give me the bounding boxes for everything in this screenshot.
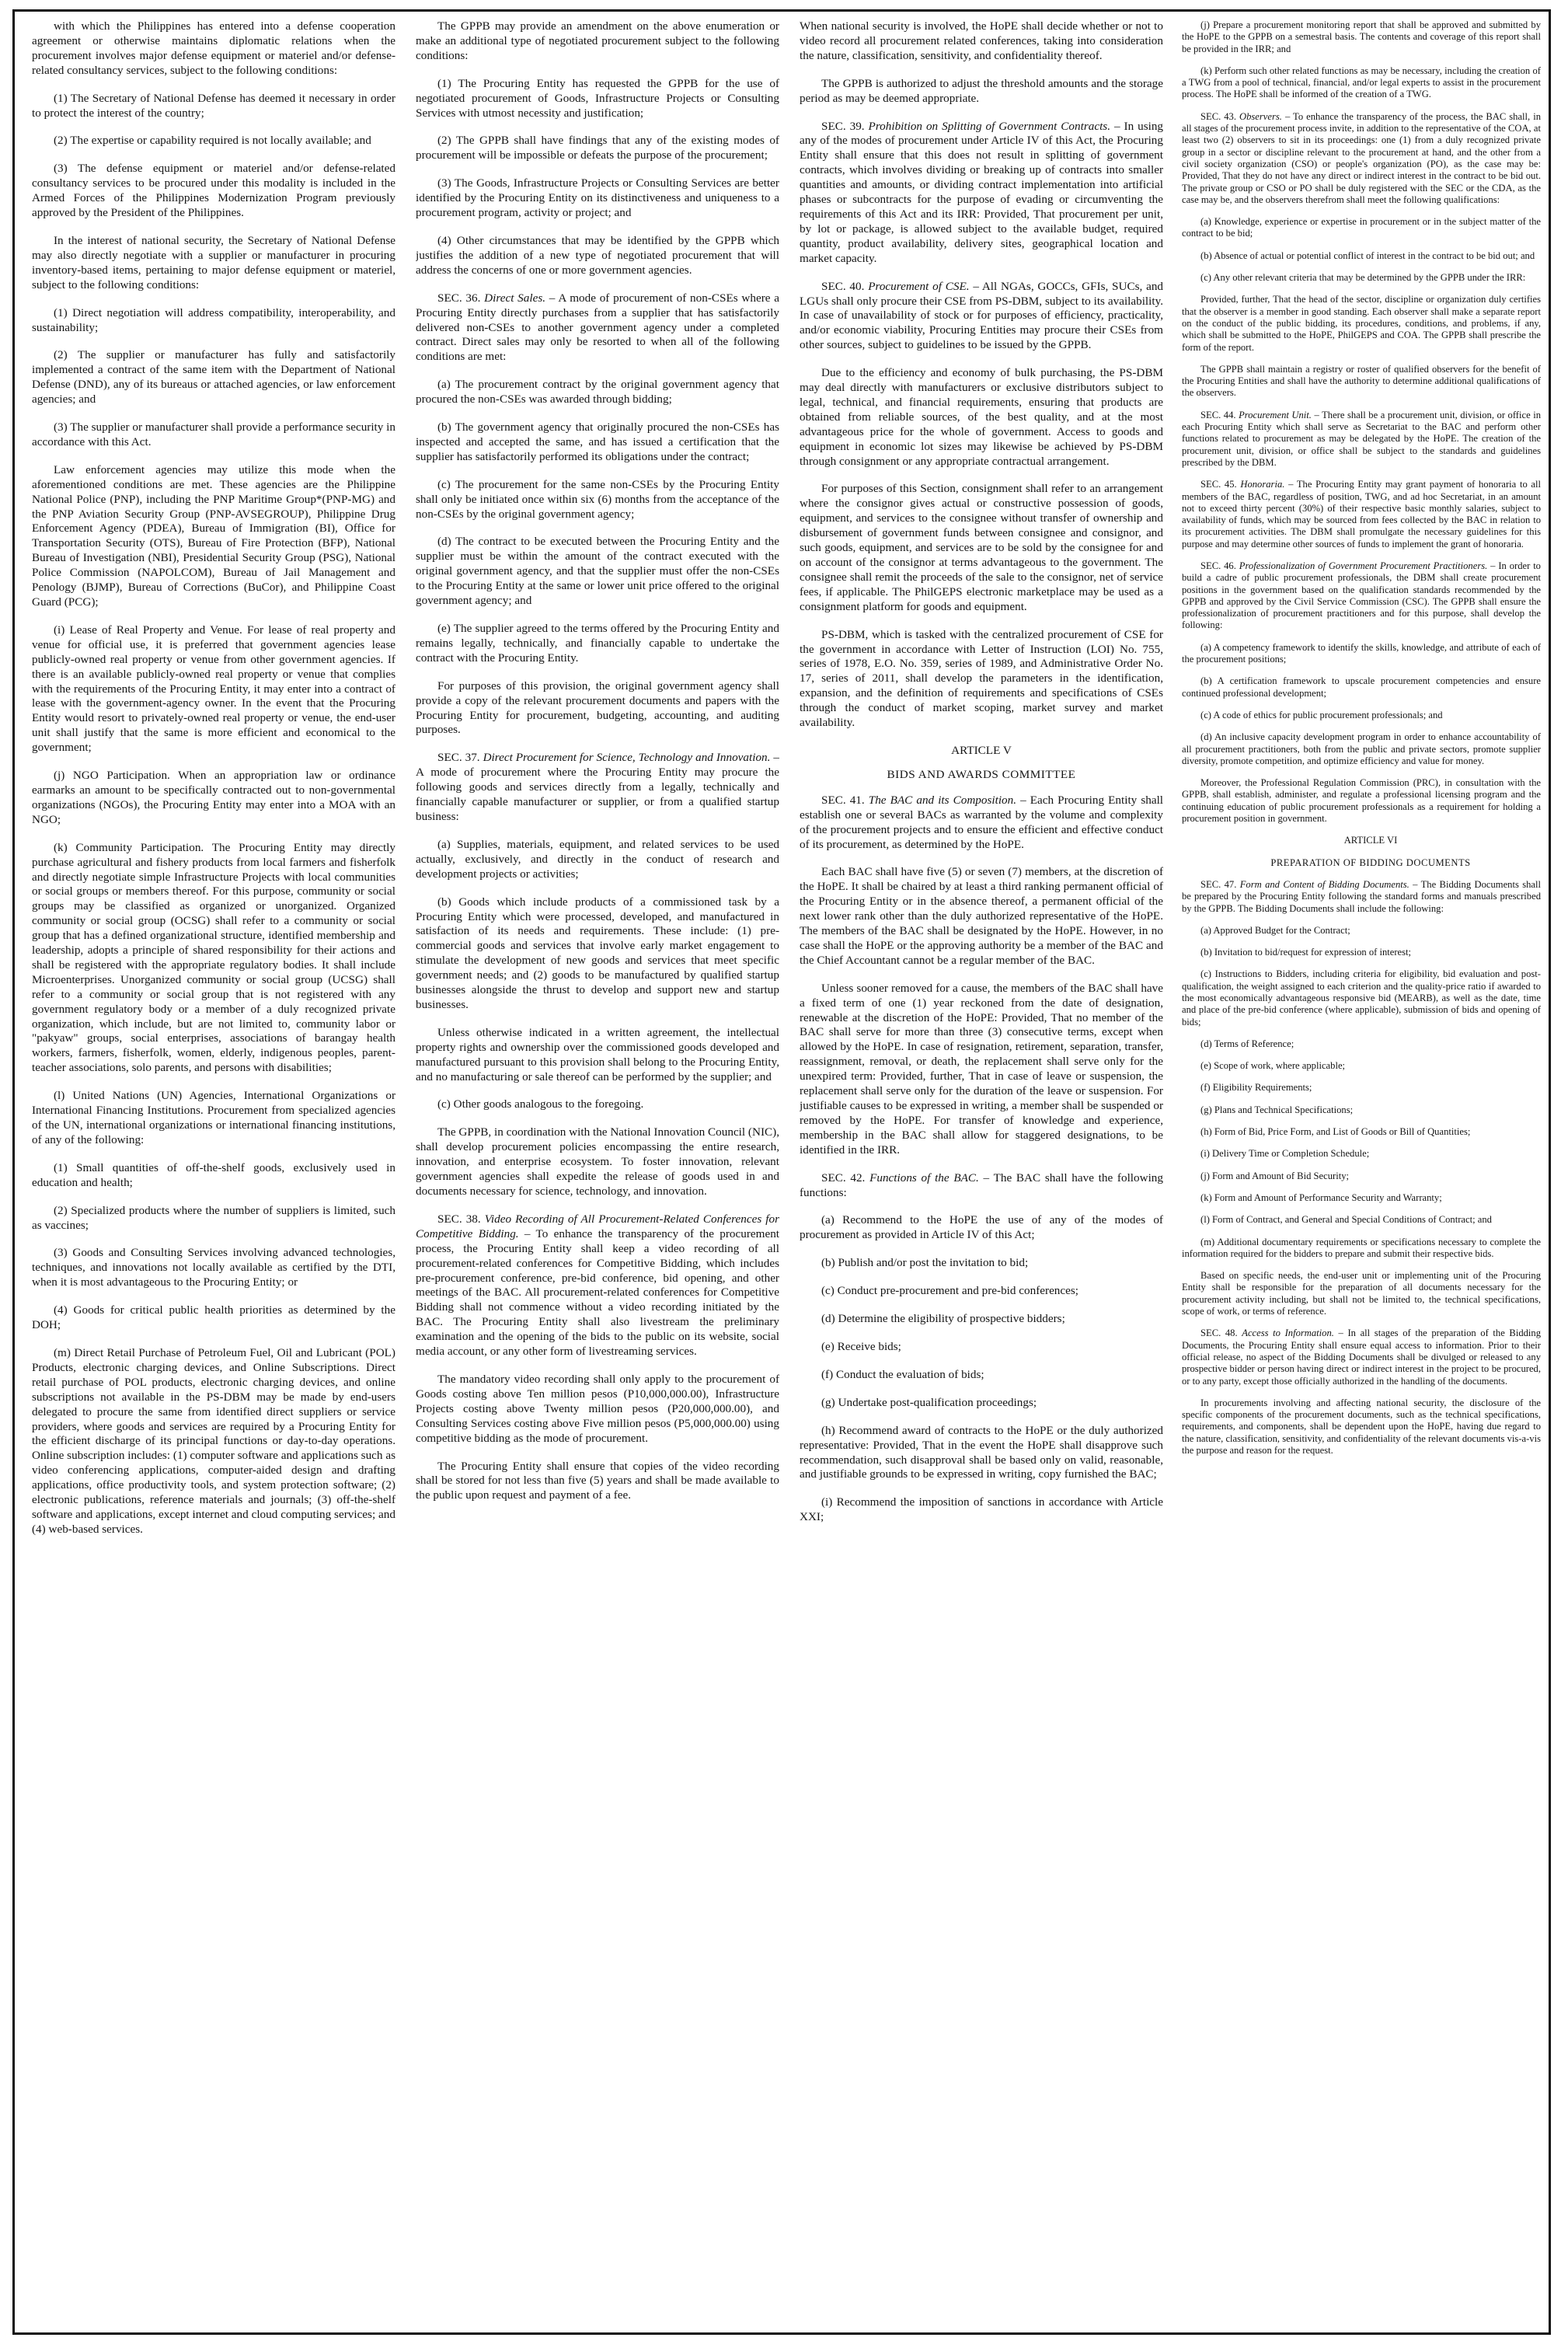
paragraph: Law enforcement agencies may utilize this mode when the aforementioned conditions are met. These agencies are the Philippine National Police (PNP), including the PNP Maritime Group*(PNP-MG) and the PNP Aviation Security Group (PNP-AVSEGROUP), Philippine Drug Enforcement Agency (PDEA), Bureau of Immigration (BI), Office for Transportation Security (OTS), Bureau of Fire Protection (BFP), National Bureau of Investigation (NBI), Presidential Security Group (PSG), National Police Commission (NAPOLCOM), Bureau of Jail Management and Penology (BJMP), Bureau of Corrections (BuCor), and Philippine Coast Guard (PCG); [32,462,395,609]
paragraph: (b) Goods which include products of a commissioned task by a Procuring Entity which were processed, developed, and manufactured in satisfaction of its needs and requirements. These include: (1) pre-commercial goods and services that involve early market engagement to stimulate the development of new goods and services that meet specific government needs; and (2) goods to be manufactured by qualified startup businesses alongside the thrust to develop and support new and startup businesses. [416,895,779,1011]
article-title: PREPARATION OF BIDDING DOCUMENTS [1270,857,1471,868]
paragraph: The GPPB shall maintain a registry or roster of qualified observers for the benefit of the Procuring Entities and shall have the authority to determine additional qualifications of the observers. [1182,363,1541,399]
paragraph: (4) Goods for critical public health priorities as determined by the DOH; [32,1303,395,1332]
section-title: Direct Procurement for Science, Technology and Innovation. [483,751,771,765]
paragraph: (h) Recommend award of contracts to the HoPE or the duly authorized representative: Provided, That in the event the HoPE shall disapprove such recommendation, such disapproval shall be based only on valid, reasonable, and justifiable grounds to be expressed in writing, copy furnished the BAC; [800,1423,1163,1481]
section-body: – There shall be a procurement unit, division, or office in each Procuring Entity which shall serve as Secretariat to the BAC and perform other functions related to procurement as may be delegated by the HoPE. The creation of the procurement unit, division, or office shall be subject to the standards and guidelines prescribed by the DBM. [1182,409,1541,468]
paragraph: (i) Lease of Real Property and Venue. For lease of real property and venue for official use, it is preferred that government agencies lease publicly-owned real property or venue from other government agencies. If there is an available publicly-owned real property or venue that complies with the requirements of the Procuring Entity, it may enter into a contract of lease with the government-agency owner. In the event that the Procuring Entity would resort to privately-owned real property or venue, the end-user unit shall justify that the same is more efficient and economical to the government; [32,623,395,755]
section-paragraph [416,1212,779,1359]
paragraph: (d) The contract to be executed between the Procuring Entity and the supplier must be within the amount of the contract executed with the original government agency, and that the supplier must offer the non-CSEs to the Procuring Entity at the same or lower unit price offered to the original government agency; and [416,535,779,608]
paragraph: For purposes of this Section, consignment shall refer to an arrangement where the consignor gives actual or constructive possession of goods, equipment, and services to the consignee without transfer of ownership and disbursement of government funds between consignee and consignor, and such goods, equipment, and services are to be sold by the consignee for and on account of the consignor at terms advantageous to the government. The consignee shall remit the proceeds of the sale to the consignor, net of service fees, if applicable. The PhilGEPS electronic marketplace may be used as a consignment platform for goods and equipment. [800,482,1163,613]
column-2 [416,19,779,2320]
section-body: – The Procuring Entity may grant payment of honoraria to all members of the BAC, regardless of position, TWG, and ad hoc Secretariat, in an amount not to exceed thirty percent (30%) of their respective basic monthly salaries, subject to availability of funds, which may be sourced from fees collected by the BAC in relation to its procurement activities. The DBM shall promulgate the necessary guidelines for this purpose and may determine other sources of funds to implement the grant of honoraria. [1182,479,1541,549]
paragraph: (e) Receive bids; [821,1339,901,1353]
paragraph: (l) United Nations (UN) Agencies, International Organizations or International Financing Institutions. Procurement from specialized agencies of the UN, international organizations or international financing institutions, of any of the following: [32,1089,395,1146]
section-body: – To enhance the transparency of the procurement process, the Procuring Entity shall keep a video recording of all procurement-related conferences for Competitive Bidding, which includes pre-procurement conference, pre-bid conference, bid opening, and other meetings of the BAC. All procurement-related conferences for Competitive Bidding shall not commence without a video recording initiated by the BAC. The Procuring Entity shall also livestream the preliminary examination and the opening of the bids to the public on its website, social media account, or any other form of livestreaming services. [416,1226,779,1359]
section-number: SEC. 41. [821,793,865,807]
column-4 [1182,19,1541,2320]
paragraph: (d) Terms of Reference; [1200,1038,1294,1049]
paragraph: (3) The Goods, Infrastructure Projects or Consulting Services are better identified by the Procuring Entity on its distinctiveness and uniqueness to a procurement program, activity or project; and [416,176,779,220]
paragraph: (e) Scope of work, where applicable; [1200,1060,1346,1072]
paragraph: (d) An inclusive capacity development program in order to enhance accountability of all procurement practitioners, both from the public and private sectors, promote supplier diversity, promote competition, and optimize efficiency and value for money. [1182,731,1541,766]
section-number: SEC. 48. [1200,1328,1238,1339]
paragraph: (2) The expertise or capability required is not locally available; and [54,134,371,148]
paragraph: (g) Undertake post-qualification proceedings; [821,1395,1037,1409]
paragraph: Unless otherwise indicated in a written agreement, the intellectual property rights and ownership over the commissioned goods developed and manufactured pursuant to this provision shall belong to the Procuring Entity, and no manufacturing or sale thereof can be performed by the supplier; and [416,1025,779,1083]
section-number: SEC. 37. [437,751,480,765]
paragraph: PS-DBM, which is tasked with the centralized procurement of CSE for the government in accordance with Letter of Instruction (LOI) No. 755, series of 1978, E.O. No. 359, series of 1989, and Administrative Order No. 17, series of 2011, shall develop the parameters in the identification, expansion, and the definition of requirements and specifications of CSEs through the conduct of market scoping, market survey and market availability. [800,627,1163,730]
section-paragraph [800,280,1163,354]
document-page [12,9,1551,2335]
section-title: Form and Content of Bidding Documents. [1239,878,1409,890]
paragraph: Based on specific needs, the end-user unit or implementing unit of the Procuring Entity shall be responsible for the preparation of all documents necessary for the procurement activity including, but shall not be limited to, the technical specifications, scope of work, or terms of reference. [1182,1270,1541,1317]
section-paragraph [800,1171,1163,1201]
section-paragraph [1182,1328,1541,1387]
paragraph: (k) Community Participation. The Procuring Entity may directly purchase agricultural and fishery products from local farmers and fisherfolk and directly negotiate simple Infrastructure Projects with local communities or social groups or members thereof. For this purpose, community or social groups may be classified as organized or unorganized. Organized community or social group (OCSG) shall refer to a community or social group that has a defined organizational structure, identified membership and leadership, adopts a principle of shared responsibility for their actions and shall be registered with the appropriate regulatory bodies. It shall include Microenterprises. Unorganized community or social group (UCSG) shall refer to a community or social group that is not registered with any government regulatory body or a member of a duly recognized private organization, which include, but are not limited to, community labor or "pakyaw" groups, social enterprises, associations of barangay health workers, farmers, fisherfolk, women, elderly, indigenous peoples, parent-teacher associations, solo parents, and persons with disabilities; [32,840,395,1075]
paragraph: (j) Form and Amount of Bid Security; [1200,1170,1349,1181]
section-number: SEC. 45. [1200,479,1237,490]
section-body: – In using any of the modes of procurement under Article IV of this Act, the Procuring Entity shall ensure that this does not result in splitting of government contracts, which involves dividing or breaking up of contracts into smaller quantities and amounts, or dividing contract implementation into artificial phases or subcontracts for the purpose of evading or circumventing the requirements of this Act and its IRR: Provided, That procurement per unit, by lot or package, is allowed subject to the available budget, required quantity, product availability, delivery sites, geographical location and market capacity. [800,119,1163,265]
section-body: – A mode of procurement of non-CSEs where a Procuring Entity directly purchases from a supplier that has satisfactorily delivered non-CSEs to another government agency under a completed contract. Direct sales may only be resorted to when all of the following conditions are met: [416,291,779,364]
paragraph: (a) Knowledge, experience or expertise in procurement or in the subject matter of the contract to be bid; [1182,216,1541,239]
section-number: SEC. 38. [437,1212,481,1226]
paragraph: (3) The defense equipment or materiel and/or defense-related consultancy services to be procured under this modality is included in the Armed Forces of the Philippines Modernization Program previously approved by the President of the Philippines. [32,162,395,220]
paragraph: (a) The procurement contract by the original government agency that procured the non-CSEs was awarded through bidding; [416,378,779,406]
section-body: – In order to build a cadre of public procurement professionals, the DBM shall create procurement positions in the government based on the qualification standards recommended by the GPPB and approved by the Civil Service Commission (CSC). The GPPB shall ensure the professionalization of procurement practitioners and for this purpose, shall develop the following: [1182,560,1541,631]
paragraph: The mandatory video recording shall only apply to the procurement of Goods costing above Ten million pesos (P10,000,000.00), Infrastructure Projects costing above Twenty million pesos (P20,000,000.00), and Consulting Services costing above Five million pesos (P5,000,000.00) using competitive bidding as the mode of procurement. [416,1372,779,1445]
paragraph: (k) Perform such other related functions as may be necessary, including the creation of a TWG from a pool of technical, financial, and/or legal experts to assist in the procurement process. The HoPE shall be informed of the creation of a TWG. [1182,65,1541,100]
paragraph: (4) Other circumstances that may be identified by the GPPB which justifies the addition of a new type of negotiated procurement that will address the concerns of one or more government agencies. [416,233,779,277]
section-number: SEC. 43. [1200,110,1236,122]
paragraph: (1) The Procuring Entity has requested the GPPB for the use of negotiated procurement of Goods, Infrastructure Projects or Consulting Services with utmost necessity and justification; [416,76,779,120]
paragraph: (1) The Secretary of National Defense has deemed it necessary in order to protect the interest of the country; [32,91,395,120]
paragraph: (2) The supplier or manufacturer has fully and satisfactorily implemented a contract of the same item with the Department of National Defense (DND), any of its bureaus or attached agencies, or law enforcement agencies; and [32,348,395,406]
section-body: – To enhance the transparency of the process, the BAC shall, in all stages of the procurement process invite, in addition to the representative of the COA, at least two (2) observers to sit in its proceedings: one (1) from a duly recognized private group in a sector or discipline relevant to the procurement at hand, and the other from a civil society organization (CSO) or people's organization (PO), as the case may be: Provided, That they do not have any direct or indirect interest in the contract to be bid out. The private group or CSO or PO shall be duly registered with the SEC or the CDA, as the case may be, and the observers therefrom shall meet the following qualifications: [1182,110,1541,205]
paragraph: Each BAC shall have five (5) or seven (7) members, at the discretion of the HoPE. It shall be chaired by at least a third ranking permanent official of the Procuring Entity or in the absence thereof, a permanent official of the next lower rank other than the duly authorized representative of the HoPE. The members of the BAC shall be designated by the HoPE. However, in no case shall the HoPE or the approving authority be a member of the BAC and the Chief Accountant cannot be a regular member of the BAC. [800,865,1163,967]
paragraph: (f) Eligibility Requirements; [1200,1082,1312,1094]
paragraph: (e) The supplier agreed to the terms offered by the Procuring Entity and remains legally, technically, and financially capable to undertake the contract with the Procuring Entity. [416,622,779,665]
paragraph: For purposes of this provision, the original government agency shall provide a copy of the relevant procurement documents and papers with the Procuring Entity for procurement, budgeting, accounting, and auditing purposes. [416,679,779,737]
section-title: Access to Information. [1242,1328,1334,1339]
paragraph: (1) Direct negotiation will address compatibility, interoperability, and sustainability; [32,305,395,334]
paragraph: (2) Specialized products where the number of suppliers is limited, such as vaccines; [32,1203,395,1232]
article-heading: ARTICLE VI [1343,835,1398,846]
paragraph: (c) Any other relevant criteria that may be determined by the GPPB under the IRR: [1200,272,1526,284]
paragraph: (3) Goods and Consulting Services involving advanced technologies, techniques, and innovations not locally available as certified by the DTI, when it is most advantageous to the Procuring Entity; or [32,1246,395,1289]
paragraph: (k) Form and Amount of Performance Security and Warranty; [1200,1191,1442,1203]
paragraph: In the interest of national security, the Secretary of National Defense may also directly negotiate with a supplier or manufacturer in procuring inventory-based items, pertaining to major defense equipment or materiel, subject to the following conditions: [32,233,395,291]
section-number: SEC. 44. [1200,409,1236,420]
section-number: SEC. 42. [821,1171,866,1184]
section-paragraph [1182,410,1541,469]
section-number: SEC. 47. [1200,878,1237,890]
paragraph: with which the Philippines has entered into a defense cooperation agreement or otherwise maintains diplomatic relations when the procurement involves major defense equipment or materiel and/or defense-related consultancy services, subject to the following conditions: [32,19,395,77]
paragraph: (f) Conduct the evaluation of bids; [821,1367,984,1381]
paragraph: The GPPB may provide an amendment on the above enumeration or make an additional type of negotiated procurement subject to the following conditions: [416,19,779,62]
paragraph: (3) The supplier or manufacturer shall provide a performance security in accordance with this Act. [32,420,395,448]
section-paragraph [416,751,779,825]
section-body: – The Bidding Documents shall be prepared by the Procuring Entity following the standard forms and manuals prescribed by the GPPB. The Bidding Documents shall include the following: [1182,878,1541,914]
section-body: – A mode of procurement where the Procuring Entity may procure the following goods and services directly from a legally, technically and financially capable manufacturer or supplier, or from a qualified startup business: [416,751,779,823]
paragraph: (c) The procurement for the same non-CSEs by the Procuring Entity shall only be initiated once within six (6) months from the acceptance of the non-CSEs by the original government agency; [416,477,779,521]
paragraph: (c) Other goods analogous to the foregoing. [437,1097,644,1111]
paragraph-continued: When national security is involved, the HoPE shall decide whether or not to video record all procurement related conferences, taking into consideration the nature, classification, sensitivity, and confidentiality thereof. [800,19,1163,62]
paragraph: (a) Recommend to the HoPE the use of any of the modes of procurement as provided in Article IV of this Act; [800,1213,1163,1242]
section-title: Professionalization of Government Procurement Practitioners. [1239,560,1488,571]
paragraph: The Procuring Entity shall ensure that copies of the video recording shall be stored for not less than five (5) years and shall be made available to the public upon request and payment of a fee. [416,1459,779,1502]
section-title: Prohibition on Splitting of Government Contracts. [868,119,1111,133]
paragraph: (l) Form of Contract, and General and Special Conditions of Contract; and [1200,1214,1492,1226]
section-title: Direct Sales. [484,291,546,305]
paragraph: (b) The government agency that originally procured the non-CSEs has inspected and accepted the same, and has issued a certification that the supplier has satisfactorily performed its obligations under the contract; [416,420,779,463]
section-paragraph [800,794,1163,853]
section-body: – In all stages of the preparation of the Bidding Documents, the Procuring Entity shall ensure equal access to information. Prior to their official release, no aspect of the Bidding Documents shall be divulged or released to any prospective bidder or person having direct or indirect interest in the project to be procured, or to any party, except those officially authorized in the handling of the documents. [1182,1328,1541,1387]
paragraph: (i) Recommend the imposition of sanctions in accordance with Article XXI; [800,1495,1163,1524]
section-number: SEC. 36. [437,291,481,305]
section-body: – Each Procuring Entity shall establish one or several BACs as warranted by the volume and complexity of the procurement projects and to ensure the efficient and effective conduct of its procurement, as determined by the HoPE. [800,793,1163,851]
section-title: Honoraria. [1240,479,1285,490]
paragraph: (b) A certification framework to upscale procurement competencies and ensure continued professional development; [1182,675,1541,699]
section-title: Observers. [1239,110,1282,122]
article-heading: ARTICLE V [951,743,1012,757]
paragraph: (m) Direct Retail Purchase of Petroleum Fuel, Oil and Lubricant (POL) Products, electronic charging devices, and Online Subscriptions. Direct retail purchase of POL products, electronic charging devices, and online subscriptions not available in the PS-DBM may be made by end-users delegated to procure the same from identified direct suppliers or service providers, where goods and services are required by a Procuring Entity for the efficient discharge of its principal functions or day-to-day operations. Online subscription includes: (1) computer software and applications such as video conferencing applications, computer-aided design and drafting applications, office productivity tools, and system protection software; (2) electronic publications, reference materials and journals; (3) off-the-shelf software and applications, except internet and cloud computing services; and (4) web-based services. [32,1345,395,1536]
section-title: Functions of the BAC. [869,1171,979,1184]
section-paragraph [1182,560,1541,632]
paragraph: (h) Form of Bid, Price Form, and List of Goods or Bill of Quantities; [1200,1126,1471,1138]
column-1 [32,19,395,2320]
paragraph: (j) NGO Participation. When an appropriation law or ordinance earmarks an amount to be specifically contracted out to non-governmental organizations (NGOs), the Procuring Entity may enter into a MOA with an NGO; [32,769,395,826]
paragraph: (1) Small quantities of off-the-shelf goods, exclusively used in education and health; [32,1160,395,1189]
paragraph: (2) The GPPB shall have findings that any of the existing modes of procurement will be impossible or defeats the purpose of the procurement; [416,134,779,162]
paragraph: Unless sooner removed for a cause, the members of the BAC shall have a fixed term of one (1) year reckoned from the date of designation, renewable at the discretion of the HoPE: Provided, That no member of the BAC shall serve for more than three (3) consecutive terms, except when allowed by the HoPE. In case of resignation, retirement, separation, transfer, reassignment, removal, or death, the replacement shall serve only for the unexpired term: Provided, further, That in case of leave or suspension, the replacement shall serve only for the duration of the leave or suspension. For justifiable causes to be expressed in writing, a member shall be suspended or removed by the HoPE. For transfer of knowledge and experience, membership in the BAC shall allow for staggered designations, to be identified in the IRR. [800,981,1163,1157]
paragraph: The GPPB, in coordination with the National Innovation Council (NIC), shall develop procurement policies encompassing the entire research, innovation, and enterprise ecosystem. To foster innovation, relevant government agencies shall expedite the release of goods used in and documents necessary for science, technology, and innovation. [416,1125,779,1198]
article-title: BIDS AND AWARDS COMMITTEE [887,767,1076,781]
paragraph: (a) Approved Budget for the Contract; [1200,924,1350,936]
paragraph: (b) Absence of actual or potential conflict of interest in the contract to be bid out; and [1200,249,1535,261]
section-body: – All NGAs, GOCCs, GFIs, SUCs, and LGUs shall only procure their CSE from PS-DBM, subject to its availability. In case of unavailability of stock or for purposes of efficiency, practicality, and/or economic viability, Procuring Entities may procure their CSEs from other sources, subject to guidelines to be issued by the GPPB. [800,279,1163,352]
section-paragraph [1182,111,1541,206]
paragraph: Moreover, the Professional Regulation Commission (PRC), in consultation with the GPPB, shall establish, administer, and regulate a professional licensing program and the continuing education of public procurement professionals as a requirement for holding a procurement position in government. [1182,777,1541,825]
section-title: Procurement of CSE. [868,279,970,293]
paragraph: (c) Instructions to Bidders, including criteria for eligibility, bid evaluation and post-qualification, the weight assigned to each criterion and the quality-price ratio if awarded to the most economically advantageous responsive bid (MEARB), as well as the date, time and place of the pre-bid conference (where applicable), submission of bids and opening of bids; [1182,968,1541,1027]
paragraph: (m) Additional documentary requirements or specifications necessary to complete the information required for the bidders to prepare and submit their respective bids. [1182,1236,1541,1259]
section-number: SEC. 39. [821,119,865,133]
paragraph: (j) Prepare a procurement monitoring report that shall be approved and submitted by the HoPE to the GPPB on a semestral basis. The contents and coverage of this report shall be provided in the IRR; and [1182,19,1541,54]
paragraph: In procurements involving and affecting national security, the disclosure of the specific components of the procurement documents, such as the technical specifications, requirements, and components, shall be dependent upon the HoPE, having due regard to the nature, classification, sensitivity, and confidentiality of the relevant documents vis-a-vis the purpose and reason for the request. [1182,1397,1541,1457]
column-3 [800,19,1163,2320]
section-title: Video Recording of All Procurement-Related Conferences for Competitive Bidding. [416,1212,779,1240]
section-number: SEC. 46. [1200,560,1236,571]
section-body: – The BAC shall have the following functions: [800,1171,1163,1199]
section-paragraph [800,120,1163,267]
paragraph: (g) Plans and Technical Specifications; [1200,1104,1354,1115]
section-paragraph [416,291,779,365]
paragraph: (a) Supplies, materials, equipment, and related services to be used actually, exclusively, and directly in the conduct of research and development projects or activities; [416,837,779,881]
section-number: SEC. 40. [821,279,865,293]
section-title: The BAC and its Composition. [868,793,1017,807]
paragraph: (b) Invitation to bid/request for expression of interest; [1200,947,1412,958]
section-paragraph [1182,479,1541,550]
section-paragraph [1182,879,1541,915]
paragraph: (i) Delivery Time or Completion Schedule; [1200,1148,1370,1160]
paragraph: (b) Publish and/or post the invitation to bid; [821,1256,1029,1270]
paragraph: (d) Determine the eligibility of prospective bidders; [821,1312,1065,1326]
paragraph: (c) Conduct pre-procurement and pre-bid conferences; [821,1284,1079,1298]
paragraph: The GPPB is authorized to adjust the threshold amounts and the storage period as may be deemed appropriate. [800,76,1163,105]
paragraph: Provided, further, That the head of the sector, discipline or organization duly certifies that the observer is a member in good standing. Each observer shall make a separate report on the conduct of the public bidding, its procedures, conditions, and problems, if any, which shall be submitted to the HoPE, PhilGEPS and COA. The GPPB shall prescribe the form of the report. [1182,294,1541,353]
paragraph: (c) A code of ethics for public procurement professionals; and [1200,709,1443,720]
paragraph: Due to the efficiency and economy of bulk purchasing, the PS-DBM may deal directly with manufacturers or exclusive distributors subject to legal, technical, and financial requirements, ensuring that products are obtained from reliable sources, of the best quality, and at the most advantageous price for the whole of government. Access to goods and equipment in economic lot sizes may likewise be achieved by PS-DBM through consignment or any appropriate contractual arrangement. [800,366,1163,468]
section-title: Procurement Unit. [1239,409,1312,420]
paragraph: (a) A competency framework to identify the skills, knowledge, and attribute of each of the procurement positions; [1182,641,1541,665]
